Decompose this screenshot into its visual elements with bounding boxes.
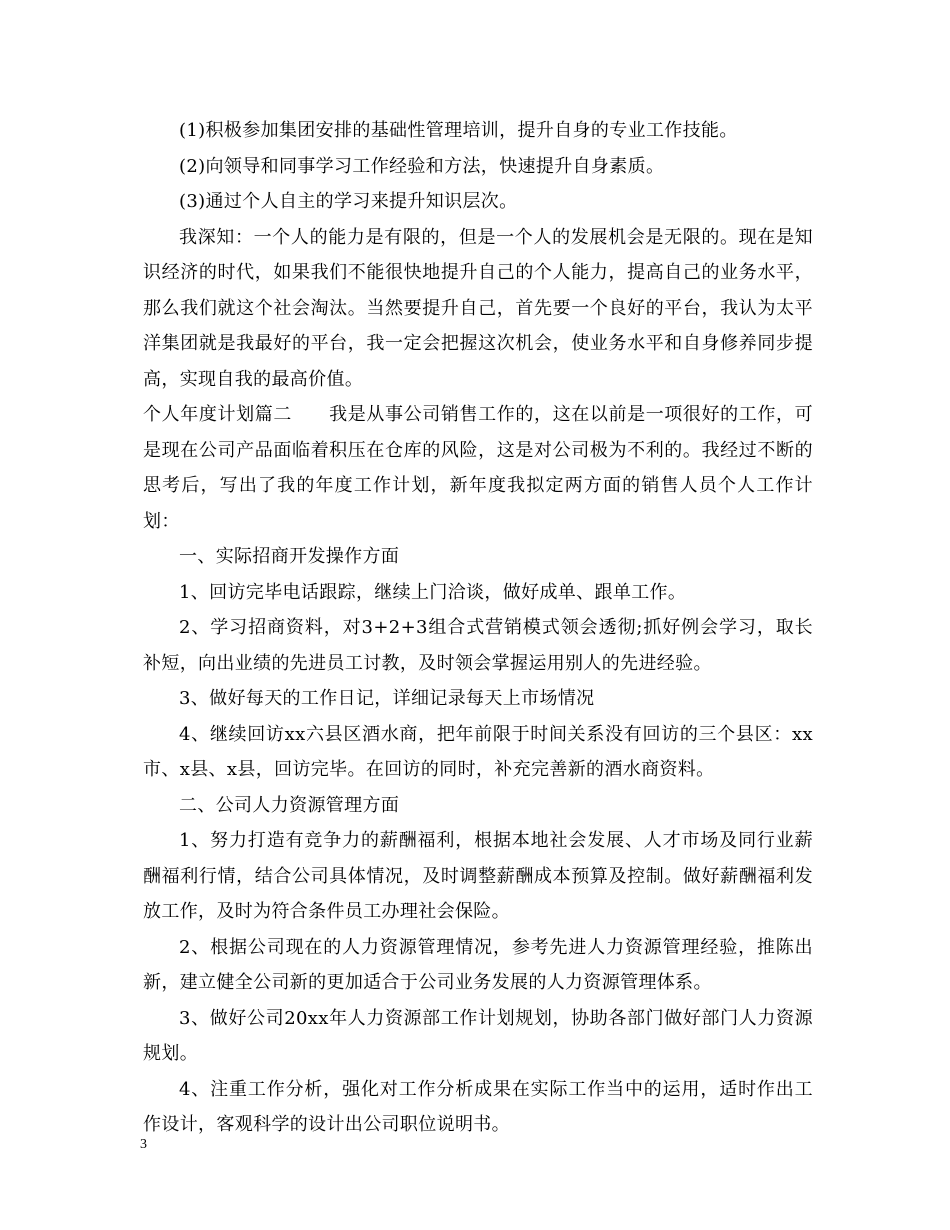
subheading: 二、公司人力资源管理方面	[179, 794, 400, 816]
list-item: 4、注重工作分析，强化对工作分析成果在实际工作当中的运用，适时作出工作设计，客观科学的设计出公司职位说明书。	[143, 1078, 813, 1135]
list-item: 2、学习招商资料，对3+2+3组合式营销模式领会透彻;抓好例会学习，取长补短，向出业绩的先进员工讨教，及时领会掌握运用别人的先进经验。	[143, 617, 813, 674]
section-heading-paragraph: 个人年度计划篇二 我是从事公司销售工作的，这在以前是一项很好的工作，可是现在公司产品面临着积压在仓库的风险，这是对公司极为不利的。我经过不断的思考后，写出了我的年度工作计划，新年度我拟定两方面的销售人员个人工作计划：	[143, 404, 813, 532]
list-item: 2、根据公司现在的人力资源管理情况，参考先进人力资源管理经验，推陈出新，建立健全公司新的更加适合于公司业务发展的人力资源管理体系。	[143, 936, 813, 993]
list-item: 3、做好公司20xx年人力资源部工作计划规划，协助各部门做好部门人力资源规划。	[143, 1007, 813, 1064]
paragraph: (1)积极参加集团安排的基础性管理培训，提升自身的专业工作技能。	[179, 120, 738, 141]
paragraph: 我深知：一个人的能力是有限的，但是一个人的发展机会是无限的。现在是知识经济的时代，如果我们不能很快地提升自己的个人能力，提高自己的业务水平，那么我们就这个社会淘汰。当然要提升自己，首先要一个良好的平台，我认为太平洋集团就是我最好的平台，我一定会把握这次机会，使业务水平和自身修养同步提高，实现自我的最高价值。	[143, 226, 813, 390]
paragraph: (2)向领导和同事学习工作经验和方法，快速提升自身素质。	[179, 155, 665, 177]
subheading: 一、实际招商开发操作方面	[179, 546, 400, 567]
list-item: 1、努力打造有竞争力的薪酬福利，根据本地社会发展、人才市场及同行业薪酬福利行情，结合公司具体情况，及时调整薪酬成本预算及控制。做好薪酬福利发放工作，及时为符合条件员工办理社会保险。	[143, 830, 813, 922]
document-body	[143, 113, 813, 1143]
list-item: 4、继续回访xx六县区酒水商，把年前限于时间关系没有回访的三个县区：xx市、x县、x县，回访完毕。在回访的同时，补充完善新的酒水商资料。	[143, 723, 813, 780]
page-number: 3	[140, 1137, 147, 1152]
paragraph: (3)通过个人自主的学习来提升知识层次。	[179, 191, 518, 212]
list-item: 3、做好每天的工作日记，详细记录每天上市场情况	[179, 688, 595, 709]
list-item: 1、回访完毕电话跟踪，继续上门洽谈，做好成单、跟单工作。	[179, 581, 687, 603]
